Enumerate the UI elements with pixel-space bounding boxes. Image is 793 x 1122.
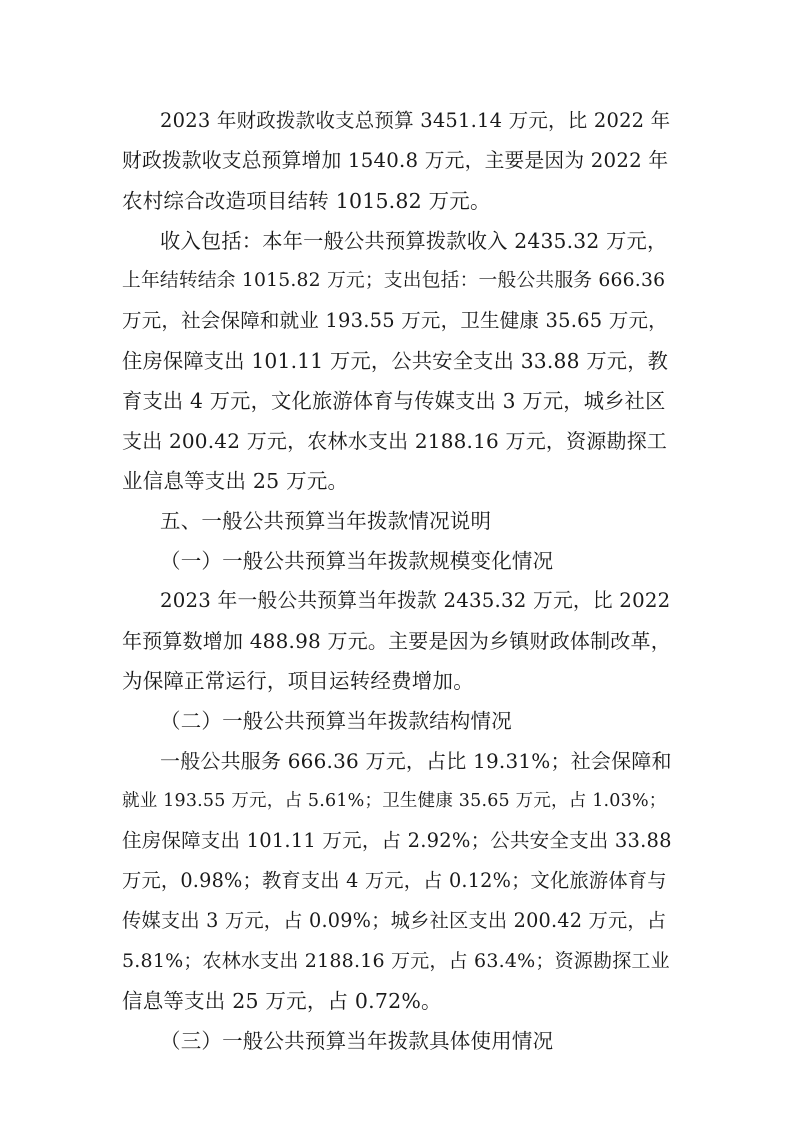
line-text: 农村综合改造项目结转 1015.82 万元。 — [122, 189, 491, 213]
text-line — [0, 141, 793, 181]
text-line — [0, 421, 793, 461]
text-line — [0, 461, 793, 501]
text-line — [0, 901, 793, 941]
subsection-heading-text: （二）一般公共预算当年拨款结构情况 — [160, 709, 512, 733]
text-line — [0, 941, 793, 981]
text-line — [0, 261, 793, 301]
text-line — [0, 381, 793, 421]
line-text: 上年结转结余 1015.82 万元；支出包括：一般公共服务 666.36 — [122, 270, 666, 291]
text-line — [0, 821, 793, 861]
line-text: 住房保障支出 101.11 万元，占 2.92%；公共安全支出 33.88 — [122, 829, 672, 852]
section-heading-text: 五、一般公共预算当年拨款情况说明 — [160, 509, 492, 533]
text-line — [0, 101, 793, 141]
text-line — [0, 221, 793, 261]
section-heading — [0, 501, 793, 541]
text-line — [0, 861, 793, 901]
line-text: 就业 193.55 万元，占 5.61%；卫生健康 35.65 万元，占 1.03%； — [122, 791, 667, 811]
line-text: 5.81%；农林水支出 2188.16 万元，占 63.4%；资源勘探工业 — [122, 950, 670, 972]
line-text: 财政拨款收支总预算增加 1540.8 万元，主要是因为 2022 年 — [122, 149, 669, 172]
line-text: 年预算数增加 488.98 万元。主要是因为乡镇财政体制改革， — [122, 629, 671, 653]
text-line — [0, 581, 793, 621]
subsection-heading — [0, 1021, 793, 1061]
line-text: 育支出 4 万元，文化旅游体育与传媒支出 3 万元，城乡社区 — [122, 389, 666, 413]
line-text: 2023 年财政拨款收支总预算 3451.14 万元，比 2022 年 — [160, 109, 671, 132]
line-text: 收入包括：本年一般公共预算拨款收入 2435.32 万元， — [160, 229, 668, 253]
line-text: 为保障正常运行，项目运转经费增加。 — [122, 669, 474, 693]
line-text: 万元，0.98%；教育支出 4 万元，占 0.12%；文化旅游体育与 — [122, 869, 667, 892]
text-line — [0, 781, 793, 821]
text-line — [0, 741, 793, 781]
text-line — [0, 181, 793, 221]
subsection-heading — [0, 541, 793, 581]
line-text: 万元，社会保障和就业 193.55 万元，卫生健康 35.65 万元， — [122, 309, 668, 332]
subsection-heading — [0, 701, 793, 741]
text-line — [0, 341, 793, 381]
line-text: 传媒支出 3 万元，占 0.09%；城乡社区支出 200.42 万元，占 — [122, 909, 667, 932]
line-text: 住房保障支出 101.11 万元，公共安全支出 33.88 万元，教 — [122, 349, 669, 373]
line-text: 业信息等支出 25 万元。 — [122, 469, 349, 493]
line-text: 信息等支出 25 万元，占 0.72%。 — [122, 989, 442, 1013]
text-line — [0, 301, 793, 341]
line-text: 一般公共服务 666.36 万元，占比 19.31%；社会保障和 — [160, 749, 672, 773]
subsection-heading-text: （三）一般公共预算当年拨款具体使用情况 — [160, 1029, 554, 1053]
line-text: 支出 200.42 万元，农林水支出 2188.16 万元，资源勘探工 — [122, 429, 668, 453]
line-text: 2023 年一般公共预算当年拨款 2435.32 万元，比 2022 — [160, 589, 671, 612]
text-line — [0, 621, 793, 661]
subsection-heading-text: （一）一般公共预算当年拨款规模变化情况 — [160, 549, 554, 573]
text-line — [0, 981, 793, 1021]
text-line — [0, 661, 793, 701]
